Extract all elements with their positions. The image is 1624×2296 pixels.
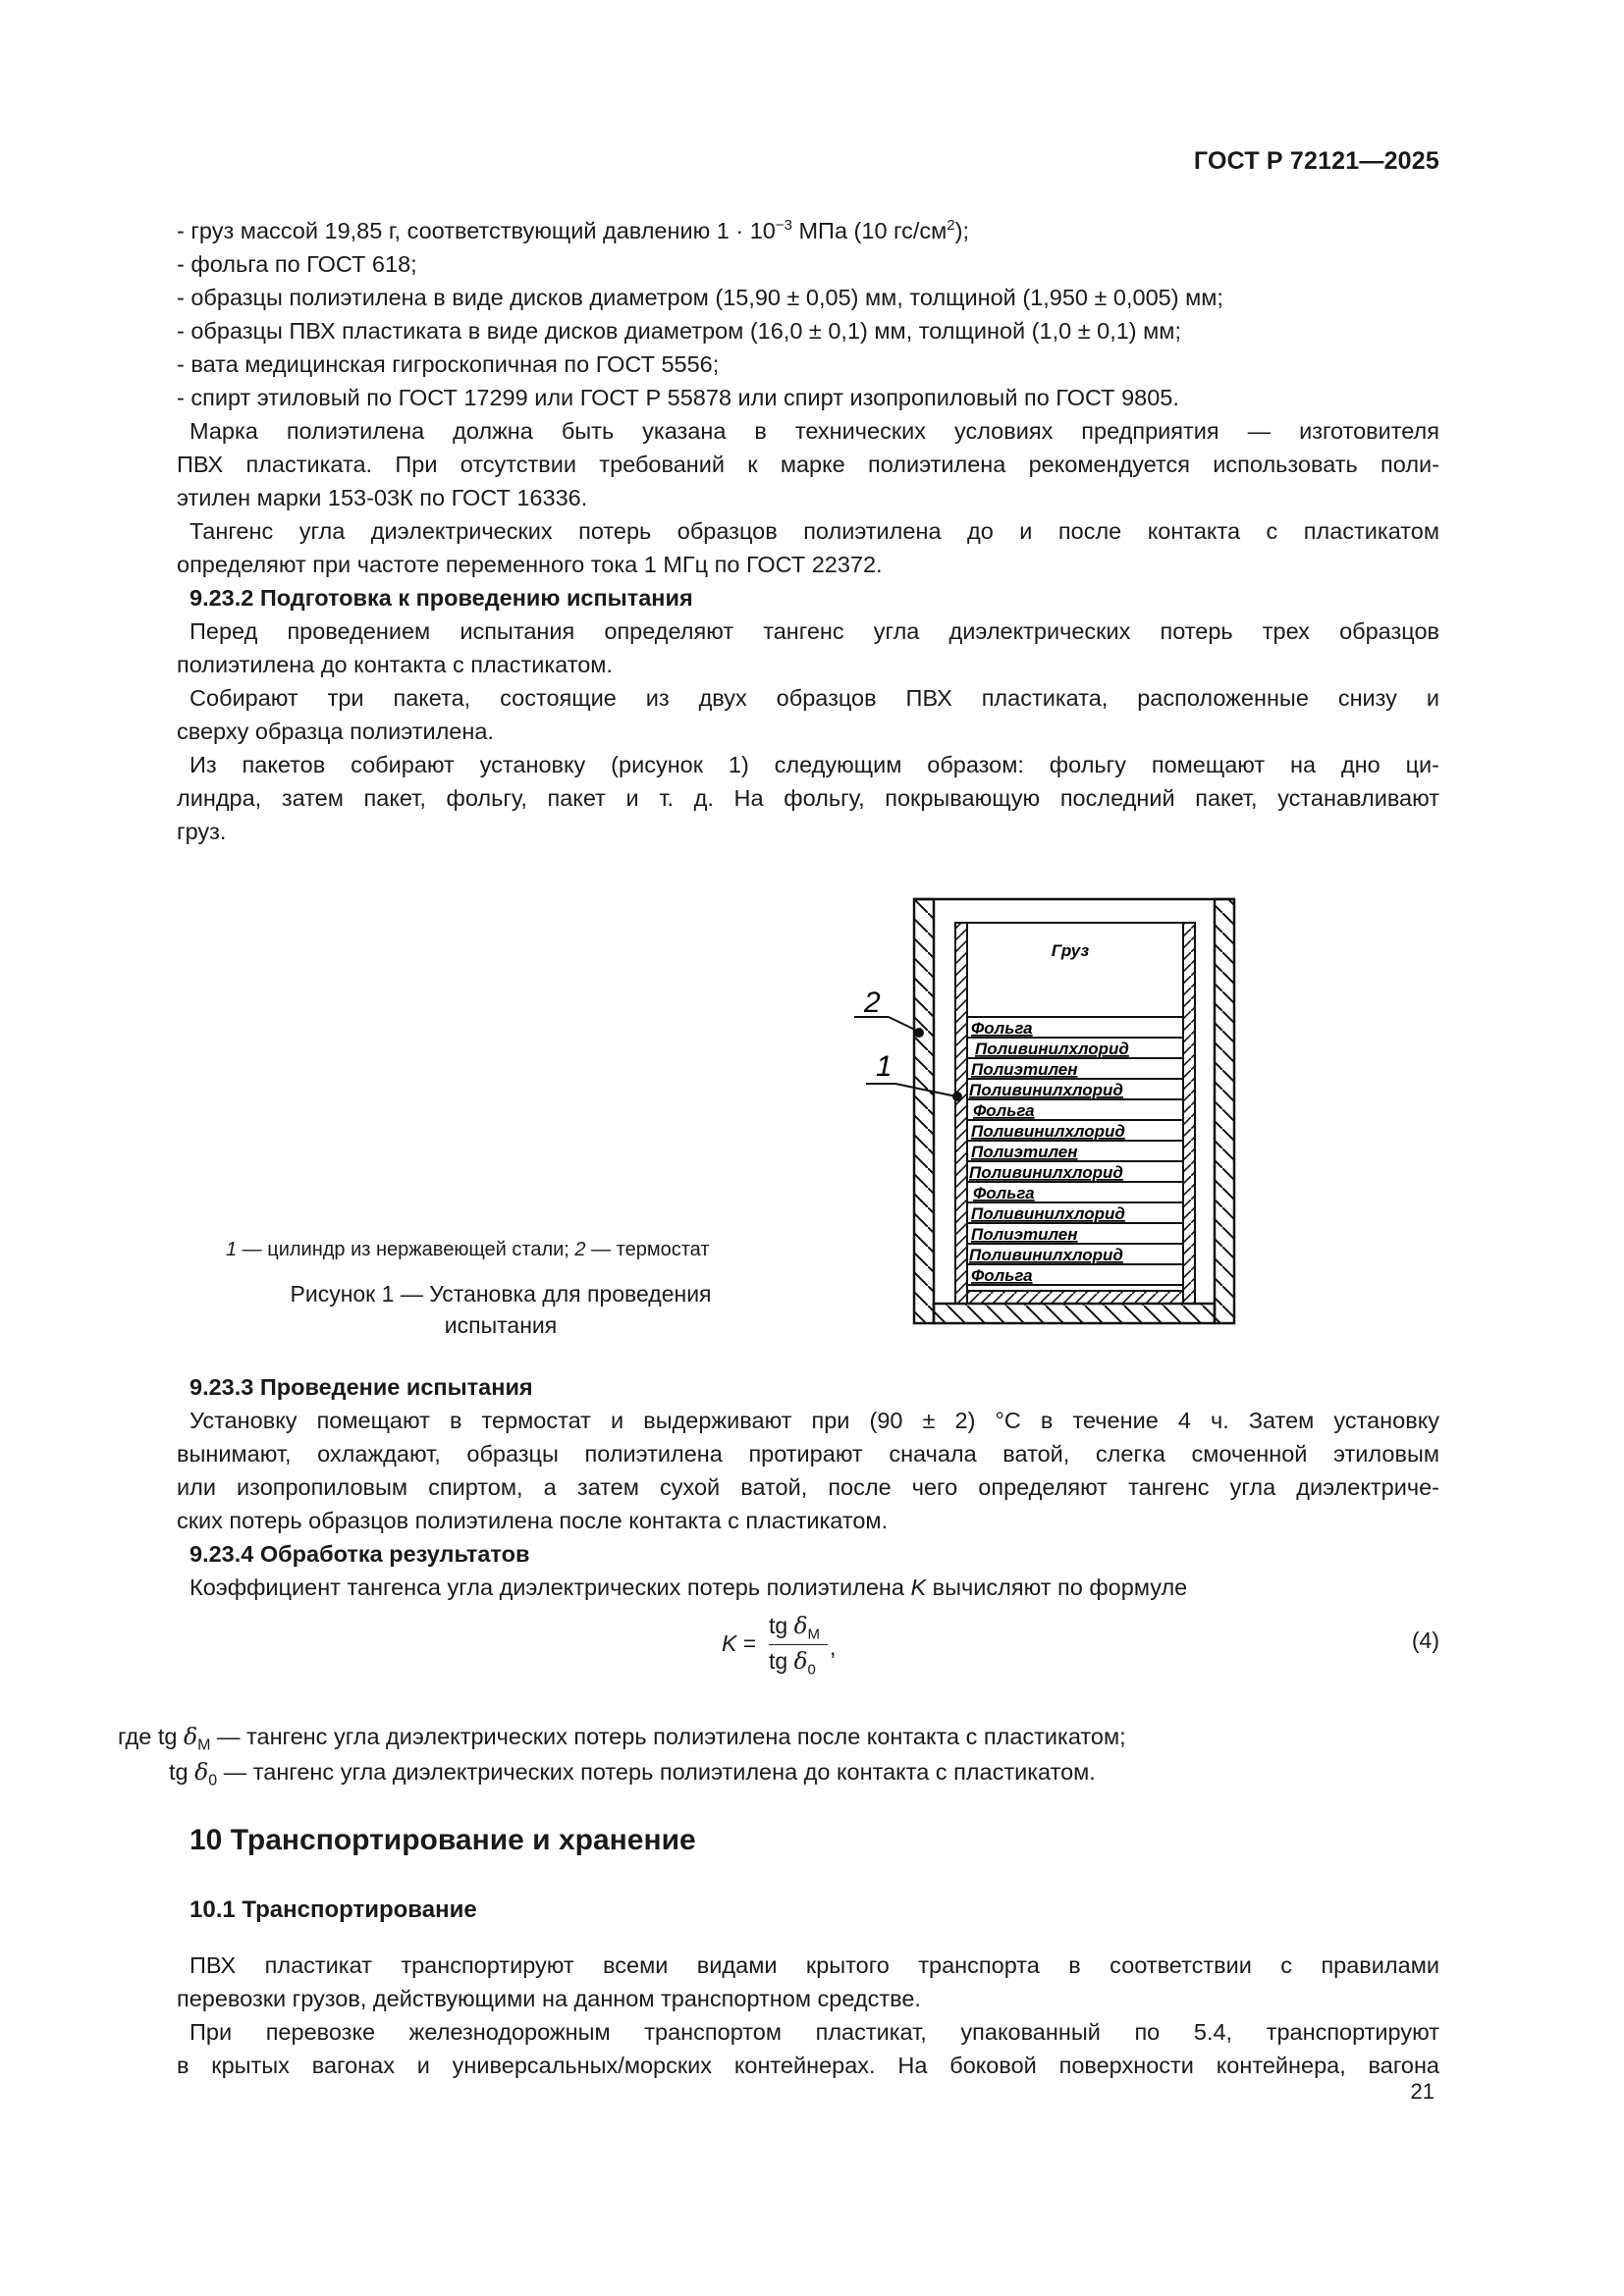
text-line: ПВХ пластикат транспортируют всеми видами крытого транспорта в соответствии с правилами	[189, 1952, 1439, 1978]
variable-k: K	[910, 1575, 927, 1600]
section-heading: 9.23.3 Проведение испытания	[189, 1374, 533, 1400]
text-line: Перед проведением испытания определяют тангенс угла диэлектрических потерь трех образцов	[189, 618, 1439, 644]
variable-k: K	[722, 1630, 737, 1656]
delta-symbol: δ	[183, 1723, 198, 1750]
text-line: сверху образца полиэтилена.	[177, 719, 494, 744]
text-line: Из пакетов собирают установку (рисунок 1) следующим образом: фольгу помещают на дно ци-	[189, 752, 1439, 777]
section-9-23-4	[177, 1537, 1439, 1604]
text-line: в крытых вагонах и универсальных/морских контейнерах. На боковой поверхности контейнера, вагона	[177, 2053, 1439, 2078]
text-span: — тангенс угла диэлектрических потерь полиэтилена до контакта с пластикатом.	[217, 1759, 1096, 1785]
layer-label: Фольга	[971, 1266, 1033, 1285]
list-item-text: МПа (10 гс/см	[791, 218, 947, 243]
text-line: Собирают три пакета, состоящие из двух образцов ПВХ пластиката, расположенные снизу и	[189, 685, 1439, 711]
text-line: вынимают, охлаждают, образцы полиэтилена протирают сначала ватой, слегка смоченной этиловым	[177, 1441, 1439, 1467]
text-span: — тангенс угла диэлектрических потерь полиэтилена после контакта с пластикатом;	[210, 1724, 1126, 1749]
text-line: ских потерь образцов полиэтилена после контакта с пластикатом.	[177, 1508, 889, 1533]
weight-label: Груз	[1051, 941, 1090, 960]
legend-text: — термостат	[585, 1239, 710, 1260]
list-item-text: - груз массой 19,85 г, соответствующий давлению 1 · 10	[177, 218, 776, 243]
equation-number: (4)	[1411, 1628, 1439, 1653]
list-item	[177, 214, 1439, 247]
legend-number: 2	[574, 1239, 586, 1260]
list-item: - фольга по ГОСТ 618;	[177, 251, 417, 277]
layer-label: Поливинилхлорид	[969, 1246, 1123, 1264]
text-line: или изопропиловым спиртом, а затем сухой ватой, после чего определяют тангенс угла диэлектриче-	[177, 1474, 1439, 1500]
layer-stack	[967, 1019, 1183, 1285]
text-span: где tg	[118, 1724, 184, 1749]
paragraph-tangent-measurement	[177, 514, 1439, 581]
materials-list	[177, 214, 1439, 414]
section-9-23-3	[177, 1370, 1439, 1537]
text-line: При перевозке железнодорожным транспортом пластикат, упакованный по 5.4, транспортируют	[189, 2019, 1439, 2045]
layer-label: Поливинилхлорид	[971, 1122, 1125, 1141]
list-item: - образцы полиэтилена в виде дисков диаметром (15,90 ± 0,05) мм, толщиной (1,950 ± 0,005) мм;	[177, 285, 1223, 310]
callout-2-label: 2	[864, 987, 881, 1019]
section-10-1-body	[177, 1949, 1439, 2082]
delta-symbol: δ	[194, 1758, 209, 1786]
caption-line: Рисунок 1 — Установка для проведения	[290, 1281, 712, 1307]
layer-label: Полиэтилен	[971, 1060, 1078, 1079]
text-line: Тангенс угла диэлектрических потерь образцов полиэтилена до и после контакта с пластикатом	[189, 518, 1439, 544]
text-line: этилен марки 153-03К по ГОСТ 16336.	[177, 485, 588, 510]
figure-caption	[245, 1278, 756, 1341]
equals-sign: =	[736, 1630, 757, 1656]
tg: tg	[769, 1613, 788, 1638]
text-line	[177, 1571, 1439, 1604]
weight-block	[967, 941, 1183, 1017]
text-span: Коэффициент тангенса угла диэлектрических потерь полиэтилена	[189, 1575, 911, 1600]
text-line: линдра, затем пакет, фольгу, пакет и т. д. На фольгу, покрывающую последний пакет, устанавливают	[177, 785, 1439, 811]
text-line: перевозки грузов, действующими на данном транспортном средстве.	[177, 1986, 921, 2011]
layer-label: Поливинилхлорид	[971, 1204, 1125, 1223]
superscript: −3	[775, 217, 792, 234]
layer-label: Фольга	[973, 1184, 1035, 1202]
text-line: Установку помещают в термостат и выдерживают при (90 ± 2) °С в течение 4 ч. Затем установку	[189, 1408, 1439, 1433]
section-10-1-heading: 10.1 Транспортирование	[189, 1896, 477, 1923]
fraction-bar	[769, 1644, 828, 1645]
text-span: tg	[169, 1759, 195, 1785]
callout-1-label: 1	[876, 1050, 893, 1083]
text-line: груз.	[177, 819, 227, 844]
subscript: М	[807, 1626, 820, 1643]
layer-label: Фольга	[971, 1019, 1033, 1038]
formula-denominator	[769, 1648, 816, 1679]
layer-label: Поливинилхлорид	[969, 1163, 1123, 1182]
comma: ,	[830, 1634, 837, 1660]
formula-lhs	[722, 1630, 756, 1657]
text-line: Марка полиэтилена должна быть указана в технических условиях предприятия — изготовителя	[189, 418, 1439, 444]
layer-label: Поливинилхлорид	[975, 1040, 1129, 1058]
figure-legend	[226, 1239, 710, 1261]
where-clause-1	[118, 1723, 1126, 1755]
page-number: 21	[1410, 2079, 1435, 2104]
layer-label: Полиэтилен	[971, 1143, 1078, 1161]
where-clause-2	[169, 1758, 1096, 1790]
list-item-text: );	[954, 218, 969, 243]
callout-2-dot	[914, 1028, 924, 1038]
section-heading: 9.23.4 Обработка результатов	[189, 1541, 530, 1567]
layer-label: Поливинилхлорид	[969, 1081, 1123, 1099]
list-item: - спирт этиловый по ГОСТ 17299 или ГОСТ Р 55878 или спирт изопропиловый по ГОСТ 9805.	[177, 385, 1179, 410]
section-9-23-2	[177, 581, 1439, 848]
formula-numerator	[769, 1613, 820, 1643]
figure-callouts	[844, 982, 962, 1119]
superscript: 2	[947, 217, 955, 234]
section-heading: 9.23.2 Подготовка к проведению испытания	[189, 585, 693, 611]
callout-1-dot	[952, 1092, 962, 1101]
tg: tg	[769, 1648, 788, 1674]
paragraph-polyethylene-brand	[177, 414, 1439, 514]
legend-number: 1	[226, 1239, 238, 1260]
subscript: 0	[807, 1661, 816, 1679]
subscript: 0	[208, 1772, 218, 1789]
document-standard-id: ГОСТ Р 72121—2025	[1193, 147, 1439, 175]
delta-symbol: δ	[793, 1614, 808, 1639]
text-line: ПВХ пластиката. При отсутствии требований к марке полиэтилена рекомендуется использовать поли-	[177, 452, 1439, 477]
section-10-heading: 10 Транспортирование и хранение	[189, 1824, 696, 1856]
list-item: - вата медицинская гигроскопичная по ГОСТ 5556;	[177, 351, 720, 377]
caption-line: испытания	[444, 1312, 558, 1338]
list-item: - образцы ПВХ пластиката в виде дисков диаметром (16,0 ± 0,1) мм, толщиной (1,0 ± 0,1) мм;	[177, 318, 1181, 344]
layer-label: Фольга	[973, 1101, 1035, 1120]
text-line: полиэтилена до контакта с пластикатом.	[177, 652, 613, 677]
legend-text: — цилиндр из нержавеющей стали;	[237, 1239, 575, 1260]
text-span: вычисляют по формуле	[926, 1575, 1188, 1600]
subscript: М	[197, 1736, 211, 1754]
delta-symbol: δ	[793, 1649, 808, 1675]
text-line: определяют при частоте переменного тока 1 МГц по ГОСТ 22372.	[177, 552, 883, 577]
layer-label: Полиэтилен	[971, 1225, 1078, 1244]
